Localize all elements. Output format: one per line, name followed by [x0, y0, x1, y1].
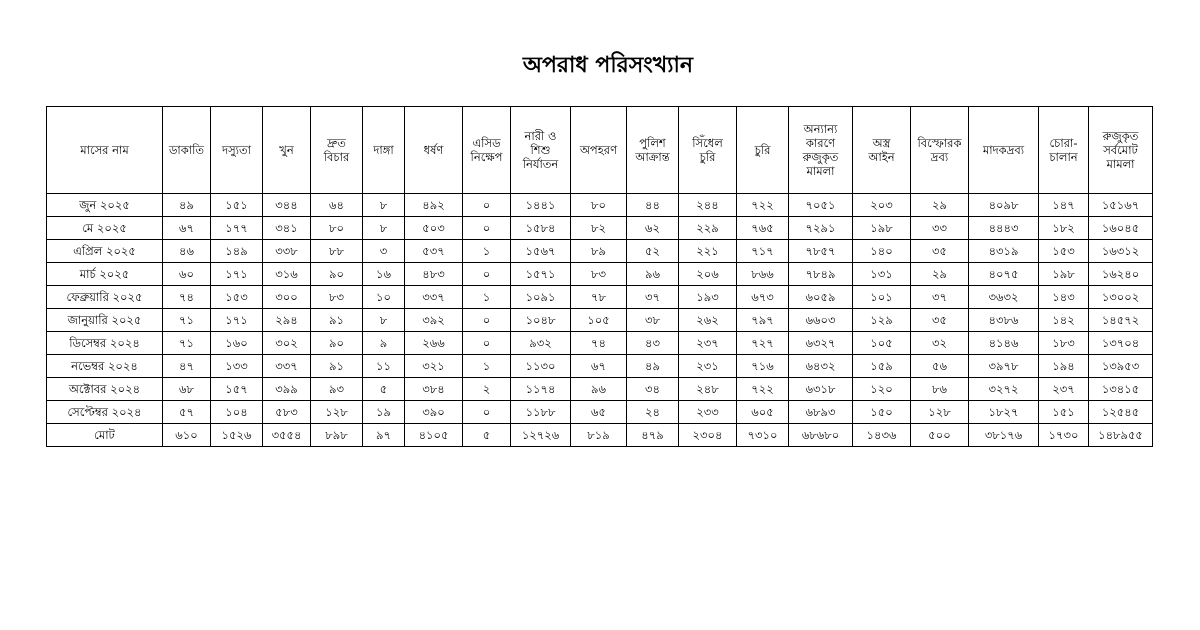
column-header-line: চুরি — [754, 143, 771, 157]
value-cell: ৩৪১ — [263, 217, 311, 240]
crime-statistics-table — [46, 106, 1153, 447]
value-cell: ৯১ — [311, 355, 363, 378]
value-cell: ৫০০ — [911, 424, 969, 447]
value-cell: ৯৬ — [571, 378, 627, 401]
value-cell: ৩২ — [911, 332, 969, 355]
value-cell: ১৬৩১২ — [1089, 240, 1153, 263]
value-cell: ৬৮ — [163, 378, 211, 401]
value-cell: ৩৪ — [627, 378, 679, 401]
value-cell: ১০৪ — [211, 401, 263, 424]
table-row — [47, 355, 1153, 378]
column-header-line: সিঁধেল — [692, 136, 723, 150]
column-header-line: ডাকাতি — [168, 143, 205, 157]
month-cell: অক্টোবর ২০২৪ — [47, 378, 163, 401]
column-header-line: আক্রান্ত — [635, 150, 670, 164]
value-cell: ৬৮৬৮০ — [789, 424, 853, 447]
value-cell: ৭৮৫৭ — [789, 240, 853, 263]
value-cell: ১৯৩ — [679, 286, 737, 309]
value-cell: ২৩৩ — [679, 401, 737, 424]
value-cell: ৩ — [363, 240, 405, 263]
table-row — [47, 194, 1153, 217]
value-cell: ১৩১ — [853, 263, 911, 286]
value-cell: ৭১৬ — [737, 355, 789, 378]
value-cell: ৯০ — [311, 263, 363, 286]
column-header-line: নারী ও — [524, 129, 557, 143]
column-header-line: বিচার — [323, 150, 350, 164]
value-cell: ১০৫ — [571, 309, 627, 332]
value-cell: ৭১ — [163, 309, 211, 332]
value-cell: ৯৭ — [363, 424, 405, 447]
value-cell: ১৪৩ — [1039, 286, 1089, 309]
column-header — [1039, 107, 1089, 194]
value-cell: ৪১৪৬ — [969, 332, 1039, 355]
column-header — [789, 107, 853, 194]
value-cell: ১৭১ — [211, 309, 263, 332]
value-cell: ৯৩ — [311, 378, 363, 401]
column-header — [853, 107, 911, 194]
value-cell: ৬৭ — [163, 217, 211, 240]
column-header — [737, 107, 789, 194]
table-row — [47, 401, 1153, 424]
value-cell: ৭২৯১ — [789, 217, 853, 240]
column-header-line: চালান — [1049, 150, 1078, 164]
value-cell: ১২৯ — [853, 309, 911, 332]
column-header — [679, 107, 737, 194]
table-row — [47, 263, 1153, 286]
value-cell: ৩৩৭ — [263, 355, 311, 378]
value-cell: ৪৯ — [163, 194, 211, 217]
value-cell: ৬৬০৩ — [789, 309, 853, 332]
value-cell: ২৪৮ — [679, 378, 737, 401]
column-header-line: রুজুকৃত — [802, 150, 839, 164]
column-header-line: এসিড — [472, 136, 501, 150]
value-cell: ১৪৯ — [211, 240, 263, 263]
value-cell: ৩৩৮ — [263, 240, 311, 263]
column-header-line: মাদকদ্রব্য — [982, 143, 1025, 157]
value-cell: ৩৮ — [627, 309, 679, 332]
column-header-line: দ্রুত — [327, 136, 346, 150]
value-cell: ৩৪৪ — [263, 194, 311, 217]
value-cell: ৬০৫৯ — [789, 286, 853, 309]
value-cell: ৯৩২ — [511, 332, 571, 355]
header-row — [47, 107, 1153, 194]
value-cell: ৪০৯৮ — [969, 194, 1039, 217]
value-cell: ৭৯৭ — [737, 309, 789, 332]
value-cell: ৯১ — [311, 309, 363, 332]
value-cell: ১৭৩০ — [1039, 424, 1089, 447]
value-cell: ৮২ — [571, 217, 627, 240]
column-header-line: নির্যাতন — [522, 157, 559, 171]
value-cell: ১৬০৪৫ — [1089, 217, 1153, 240]
column-header — [571, 107, 627, 194]
column-header-line: সর্বমোট — [1103, 143, 1138, 157]
value-cell: ৭১৭ — [737, 240, 789, 263]
value-cell: ৭৪ — [571, 332, 627, 355]
value-cell: ২৬৬ — [405, 332, 463, 355]
month-cell: মার্চ ২০২৫ — [47, 263, 163, 286]
value-cell: ৬৩১৮ — [789, 378, 853, 401]
value-cell: ৩৯৯ — [263, 378, 311, 401]
value-cell: ৪৩৮৬ — [969, 309, 1039, 332]
value-cell: ১৫৩ — [211, 286, 263, 309]
column-header — [969, 107, 1039, 194]
value-cell: ৪৭ — [163, 355, 211, 378]
value-cell: ৮৬৬ — [737, 263, 789, 286]
value-cell: ১০ — [363, 286, 405, 309]
value-cell: ১২৫৪৫ — [1089, 401, 1153, 424]
value-cell: ১৯৮ — [1039, 263, 1089, 286]
value-cell: ১৪৩৬ — [853, 424, 911, 447]
value-cell: ১৪৫৭২ — [1089, 309, 1153, 332]
column-header-line: ধর্ষণ — [423, 143, 444, 157]
value-cell: ৬৭ — [571, 355, 627, 378]
value-cell: ২২৯ — [679, 217, 737, 240]
value-cell: ২০৩ — [853, 194, 911, 217]
value-cell: ২৪৪ — [679, 194, 737, 217]
value-cell: ১৫৭ — [211, 378, 263, 401]
month-cell: সেপ্টেম্বর ২০২৪ — [47, 401, 163, 424]
value-cell: ৮৬ — [911, 378, 969, 401]
column-header-line: নিক্ষেপ — [470, 150, 503, 164]
value-cell: ৬২ — [627, 217, 679, 240]
column-header-line: পুলিশ — [639, 136, 666, 150]
value-cell: ৭৮৪৯ — [789, 263, 853, 286]
value-cell: ৬৩২৭ — [789, 332, 853, 355]
value-cell: ৮৩ — [311, 286, 363, 309]
column-header-line: মামলা — [1106, 157, 1135, 171]
value-cell: ১৩৯৫৩ — [1089, 355, 1153, 378]
value-cell: ১১ — [363, 355, 405, 378]
month-cell: মোট — [47, 424, 163, 447]
value-cell: ১৪৮৯৫৫ — [1089, 424, 1153, 447]
value-cell: ৮৮ — [311, 240, 363, 263]
value-cell: ৭৮ — [571, 286, 627, 309]
value-cell: ৪৪৪৩ — [969, 217, 1039, 240]
column-header — [405, 107, 463, 194]
value-cell: ৭২২ — [737, 378, 789, 401]
value-cell: ৮ — [363, 309, 405, 332]
value-cell: ৮৩ — [571, 263, 627, 286]
table-row — [47, 217, 1153, 240]
value-cell: ৭২৭ — [737, 332, 789, 355]
value-cell: ১৩০০২ — [1089, 286, 1153, 309]
value-cell: ৪১০৫ — [405, 424, 463, 447]
column-header-line: অপহরণ — [579, 143, 618, 157]
value-cell: ৬১০ — [163, 424, 211, 447]
value-cell: ৩৫৫৪ — [263, 424, 311, 447]
value-cell: ১০৯১ — [511, 286, 571, 309]
value-cell: ৬৪ — [311, 194, 363, 217]
value-cell: ৩৯৭৮ — [969, 355, 1039, 378]
value-cell: ১৯৮ — [853, 217, 911, 240]
value-cell: ৩৮৪ — [405, 378, 463, 401]
value-cell: ৫ — [363, 378, 405, 401]
value-cell: ০ — [463, 309, 511, 332]
value-cell: ৪৬ — [163, 240, 211, 263]
value-cell: ২০৬ — [679, 263, 737, 286]
column-header — [163, 107, 211, 194]
value-cell: ১ — [463, 240, 511, 263]
value-cell: ৩৭ — [627, 286, 679, 309]
column-header — [363, 107, 405, 194]
value-cell: ২৩১ — [679, 355, 737, 378]
column-header-line: অন্যান্য — [803, 122, 838, 136]
value-cell: ১৩৭০৪ — [1089, 332, 1153, 355]
month-cell: ডিসেম্বর ২০২৪ — [47, 332, 163, 355]
value-cell: ০ — [463, 263, 511, 286]
value-cell: ২৬২ — [679, 309, 737, 332]
value-cell: ১৩৪১৫ — [1089, 378, 1153, 401]
value-cell: ৯ — [363, 332, 405, 355]
value-cell: ১৭৭ — [211, 217, 263, 240]
value-cell: ১০৪৮ — [511, 309, 571, 332]
value-cell: ১৫১৬৭ — [1089, 194, 1153, 217]
value-cell: ৪৪ — [627, 194, 679, 217]
column-header — [47, 107, 163, 194]
column-header-line: কারণে — [805, 136, 836, 150]
value-cell: ১২৮ — [911, 401, 969, 424]
month-cell: জুন ২০২৫ — [47, 194, 163, 217]
column-header — [1089, 107, 1153, 194]
value-cell: ৩৮১৭৬ — [969, 424, 1039, 447]
value-cell: ৩৬৩২ — [969, 286, 1039, 309]
column-header-line: মাসের নাম — [80, 143, 129, 157]
value-cell: ২৩০৪ — [679, 424, 737, 447]
column-header-line: চুরি — [699, 150, 716, 164]
column-header-line: দস্যুতা — [222, 143, 251, 157]
value-cell: ৫ — [463, 424, 511, 447]
column-header-line: আইন — [868, 150, 895, 164]
value-cell: ৪৩১৯ — [969, 240, 1039, 263]
value-cell: ৮০ — [311, 217, 363, 240]
value-cell: ৪০৭৫ — [969, 263, 1039, 286]
value-cell: ৩১৬ — [263, 263, 311, 286]
value-cell: ৯০ — [311, 332, 363, 355]
value-cell: ৪৮৩ — [405, 263, 463, 286]
value-cell: ৩২৭২ — [969, 378, 1039, 401]
value-cell: ৪৯২ — [405, 194, 463, 217]
value-cell: ৭৩১০ — [737, 424, 789, 447]
value-cell: ৫৮৩ — [263, 401, 311, 424]
value-cell: ২৪ — [627, 401, 679, 424]
value-cell: ০ — [463, 332, 511, 355]
table-body — [47, 194, 1153, 447]
column-header-line: শিশু — [530, 143, 551, 157]
table-row — [47, 309, 1153, 332]
month-cell: নভেম্বর ২০২৪ — [47, 355, 163, 378]
column-header-line: মামলা — [806, 164, 835, 178]
value-cell: ৫০৩ — [405, 217, 463, 240]
value-cell: ৬৫ — [571, 401, 627, 424]
value-cell: ৮৯ — [571, 240, 627, 263]
column-header — [911, 107, 969, 194]
value-cell: ১৮২ — [1039, 217, 1089, 240]
value-cell: ১৪৪১ — [511, 194, 571, 217]
value-cell: ৩০২ — [263, 332, 311, 355]
value-cell: ২৯ — [911, 263, 969, 286]
value-cell: ৩৭ — [911, 286, 969, 309]
value-cell: ২ — [463, 378, 511, 401]
value-cell: ৩৩৭ — [405, 286, 463, 309]
value-cell: ৩৫ — [911, 309, 969, 332]
value-cell: ১৯৪ — [1039, 355, 1089, 378]
value-cell: ৬৪৩২ — [789, 355, 853, 378]
value-cell: ৭০৫১ — [789, 194, 853, 217]
value-cell: ৩৩ — [911, 217, 969, 240]
table-row — [47, 378, 1153, 401]
value-cell: ৫৭ — [163, 401, 211, 424]
value-cell: ৭৬৫ — [737, 217, 789, 240]
value-cell: ১১৭৪ — [511, 378, 571, 401]
value-cell: ৩৫ — [911, 240, 969, 263]
value-cell: ১৮২৭ — [969, 401, 1039, 424]
column-header — [511, 107, 571, 194]
value-cell: ১৪৭ — [1039, 194, 1089, 217]
value-cell: ২৯৪ — [263, 309, 311, 332]
value-cell: ১৬ — [363, 263, 405, 286]
value-cell: ১৫০ — [853, 401, 911, 424]
column-header — [627, 107, 679, 194]
value-cell: ১২৭২৬ — [511, 424, 571, 447]
value-cell: ৩৯২ — [405, 309, 463, 332]
table-row — [47, 332, 1153, 355]
value-cell: ৮০ — [571, 194, 627, 217]
value-cell: ১০৫ — [853, 332, 911, 355]
value-cell: ৭৪ — [163, 286, 211, 309]
column-header-line: রুজুকৃত — [1102, 129, 1139, 143]
value-cell: ৪৯ — [627, 355, 679, 378]
table-row — [47, 286, 1153, 309]
value-cell: ১৫৮৪ — [511, 217, 571, 240]
value-cell: ০ — [463, 401, 511, 424]
value-cell: ১২৮ — [311, 401, 363, 424]
value-cell: ১৬০ — [211, 332, 263, 355]
month-cell: ফেব্রুয়ারি ২০২৫ — [47, 286, 163, 309]
value-cell: ৩৯০ — [405, 401, 463, 424]
page-title: অপরাধ পরিসংখ্যান — [522, 52, 694, 78]
value-cell: ১৩৩ — [211, 355, 263, 378]
value-cell: ৬৭৩ — [737, 286, 789, 309]
value-cell: ৮ — [363, 217, 405, 240]
value-cell: ০ — [463, 217, 511, 240]
value-cell: ৫৩৭ — [405, 240, 463, 263]
value-cell: ১৯ — [363, 401, 405, 424]
column-header-line: দ্রব্য — [930, 150, 949, 164]
value-cell: ১৮৩ — [1039, 332, 1089, 355]
total-row — [47, 424, 1153, 447]
value-cell: ৩২১ — [405, 355, 463, 378]
value-cell: ৩০০ — [263, 286, 311, 309]
value-cell: ৭১ — [163, 332, 211, 355]
value-cell: ২৩৭ — [679, 332, 737, 355]
value-cell: ৮১৯ — [571, 424, 627, 447]
value-cell: ১৫৬৭ — [511, 240, 571, 263]
column-header — [311, 107, 363, 194]
value-cell: ২৩৭ — [1039, 378, 1089, 401]
column-header-line: চোরা- — [1049, 136, 1078, 150]
value-cell: ৬০৫ — [737, 401, 789, 424]
value-cell: ৮ — [363, 194, 405, 217]
value-cell: ৮৯৮ — [311, 424, 363, 447]
value-cell: ৫৬ — [911, 355, 969, 378]
value-cell: ১৫৭১ — [511, 263, 571, 286]
value-cell: ১১৮৮ — [511, 401, 571, 424]
value-cell: ১১৩০ — [511, 355, 571, 378]
value-cell: ৭২২ — [737, 194, 789, 217]
value-cell: ১২০ — [853, 378, 911, 401]
column-header-line: খুন — [279, 143, 294, 157]
value-cell: ২২১ — [679, 240, 737, 263]
month-cell: এপ্রিল ২০২৫ — [47, 240, 163, 263]
value-cell: ১৪২ — [1039, 309, 1089, 332]
value-cell: ০ — [463, 194, 511, 217]
value-cell: ১৫১ — [211, 194, 263, 217]
month-cell: মে ২০২৫ — [47, 217, 163, 240]
value-cell: ১ — [463, 355, 511, 378]
column-header — [263, 107, 311, 194]
value-cell: ১৫৩ — [1039, 240, 1089, 263]
value-cell: ৪৭৯ — [627, 424, 679, 447]
value-cell: ১৫২৬ — [211, 424, 263, 447]
value-cell: ১০১ — [853, 286, 911, 309]
column-header-line: বিস্ফোরক — [917, 136, 962, 150]
value-cell: ২৯ — [911, 194, 969, 217]
value-cell: ৬০ — [163, 263, 211, 286]
value-cell: ১৪০ — [853, 240, 911, 263]
column-header-line: দাঙ্গা — [373, 143, 394, 157]
value-cell: ১৫১ — [1039, 401, 1089, 424]
value-cell: ১৬২৪০ — [1089, 263, 1153, 286]
table-row — [47, 240, 1153, 263]
column-header — [211, 107, 263, 194]
column-header — [463, 107, 511, 194]
value-cell: ১৭১ — [211, 263, 263, 286]
value-cell: ৯৬ — [627, 263, 679, 286]
value-cell: ১৫৯ — [853, 355, 911, 378]
value-cell: ৫২ — [627, 240, 679, 263]
value-cell: ১ — [463, 286, 511, 309]
value-cell: ৪৩ — [627, 332, 679, 355]
month-cell: জানুয়ারি ২০২৫ — [47, 309, 163, 332]
value-cell: ৬৮৯৩ — [789, 401, 853, 424]
column-header-line: অস্ত্র — [872, 136, 891, 150]
